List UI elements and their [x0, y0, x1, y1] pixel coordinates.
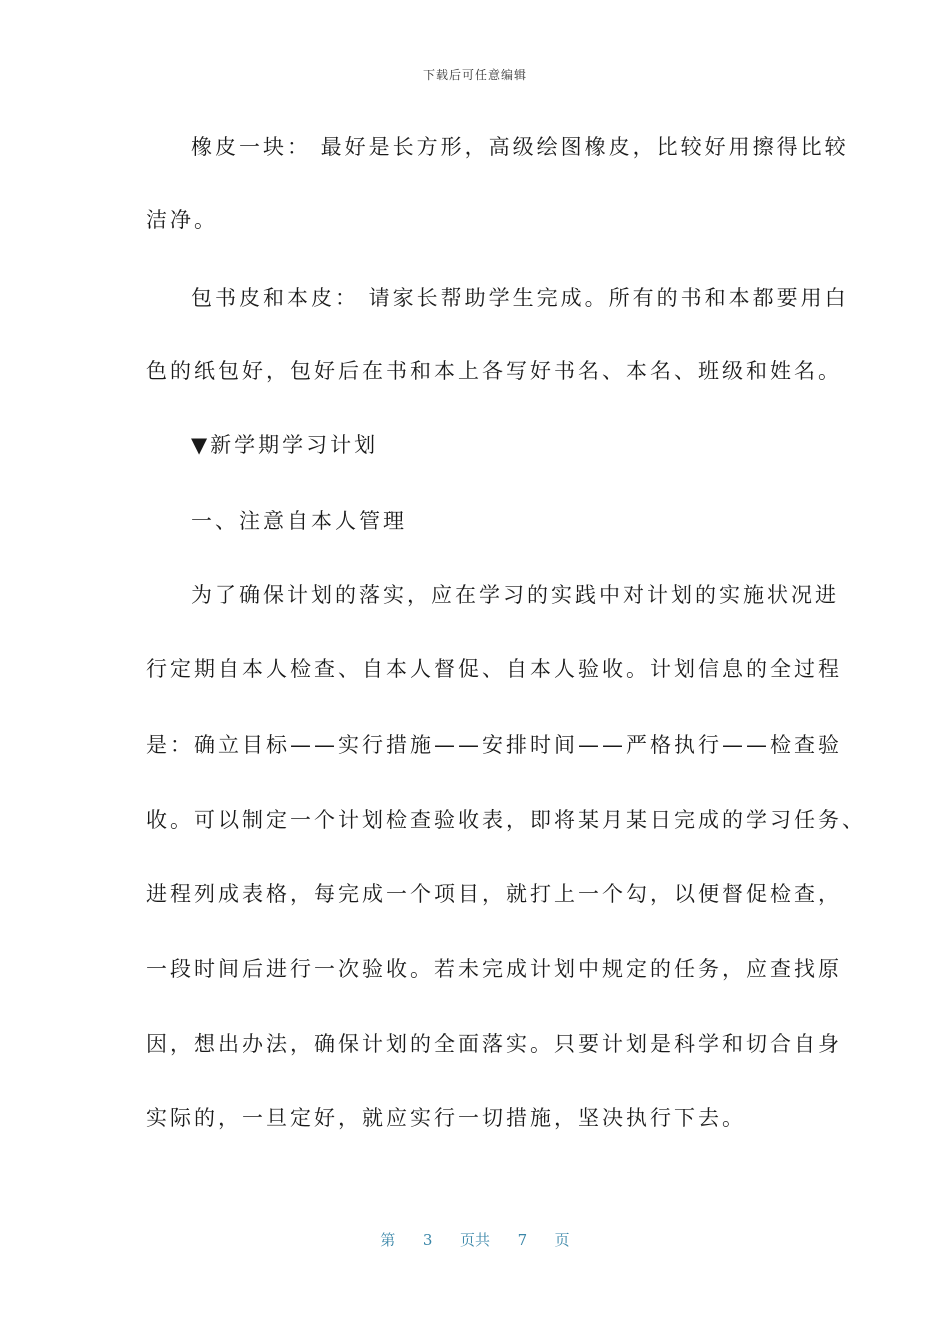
paragraph-plan-line-5: 进程列成表格，每完成一个项目，就打上一个勾，以便督促检查，	[146, 882, 842, 906]
page-footer	[0, 1229, 950, 1250]
paragraph-eraser-line-2: 洁净。	[146, 208, 218, 232]
paragraph-plan-line-4: 收。可以制定一个计划检查验收表，即将某月某日完成的学习任务、	[146, 808, 866, 832]
subheading-self-management: 一、注意自本人管理	[191, 509, 407, 533]
page-total: 7	[517, 1231, 528, 1249]
page-prefix: 第	[380, 1231, 396, 1249]
paragraph-plan-line-1: 为了确保计划的落实，应在学习的实践中对计划的实施状况进	[191, 583, 839, 607]
header-note: 下载后可任意编辑	[422, 68, 527, 82]
section-heading-study-plan: ▼新学期学习计划	[191, 433, 379, 457]
page-middle: 页共	[459, 1231, 490, 1249]
paragraph-plan-line-7: 因，想出办法，确保计划的全面落实。只要计划是科学和切合自身	[146, 1032, 842, 1056]
paragraph-bookcover-line-1: 包书皮和本皮： 请家长帮助学生完成。所有的书和本都要用白	[191, 286, 849, 310]
page-suffix: 页	[554, 1231, 570, 1249]
paragraph-eraser-line-1: 橡皮一块： 最好是长方形，高级绘图橡皮，比较好用擦得比较	[191, 135, 849, 159]
paragraph-bookcover-line-2: 色的纸包好，包好后在书和本上各写好书名、本名、班级和姓名。	[146, 359, 842, 383]
paragraph-plan-line-6: 一段时间后进行一次验收。若未完成计划中规定的任务，应查找原	[146, 957, 842, 981]
paragraph-plan-line-3: 是：确立目标——实行措施——安排时间——严格执行——检查验	[146, 733, 842, 757]
paragraph-plan-line-8: 实际的，一旦定好，就应实行一切措施，坚决执行下去。	[146, 1106, 746, 1130]
paragraph-plan-line-2: 行定期自本人检查、自本人督促、自本人验收。计划信息的全过程	[146, 657, 842, 681]
page-current: 3	[422, 1231, 433, 1249]
